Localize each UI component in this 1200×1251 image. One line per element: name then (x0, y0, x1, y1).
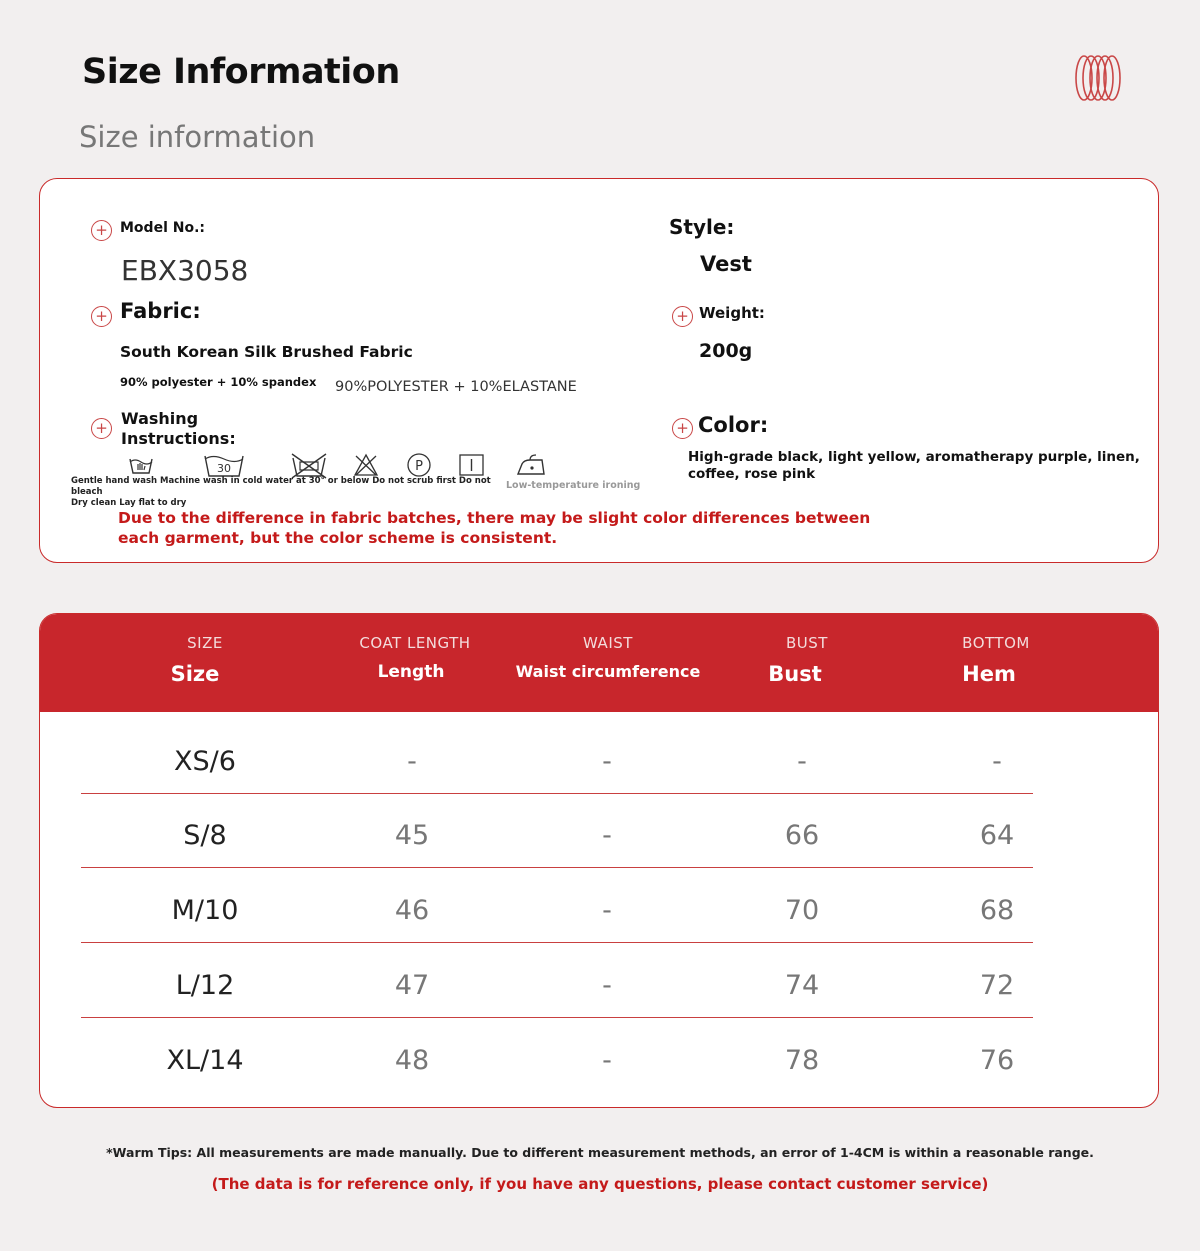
table-row (81, 1023, 1033, 1099)
table-row (81, 798, 1033, 874)
wash-text-line2: Dry clean Lay flat to dry (71, 498, 187, 508)
model-label: Model No.: (120, 220, 205, 236)
row-divider (81, 793, 1033, 794)
measure-cell: 76 (979, 1045, 1015, 1076)
size-cell: XS/6 (174, 746, 236, 777)
fabric-label: Fabric: (120, 299, 201, 323)
measure-cell: - (407, 746, 417, 777)
plus-icon: + (672, 418, 693, 439)
measure-cell: 72 (979, 970, 1015, 1001)
plus-icon: + (91, 306, 112, 327)
iron-text: Low-temperature ironing (506, 480, 641, 491)
composition-text: 90% polyester + 10% spandex (120, 375, 317, 389)
size-cell: S/8 (183, 820, 227, 851)
header-hem: Hem (962, 662, 1016, 686)
weight-label: Weight: (699, 304, 765, 322)
measure-cell: 74 (784, 970, 820, 1001)
machine-wash-30-icon (203, 452, 245, 478)
measure-cell: 66 (784, 820, 820, 851)
style-value: Vest (700, 252, 752, 276)
plus-icon: + (91, 418, 112, 439)
measure-cell: - (602, 970, 612, 1001)
measure-cell: 78 (784, 1045, 820, 1076)
table-row (81, 873, 1033, 949)
measure-cell: - (797, 746, 807, 777)
measure-cell: - (602, 895, 612, 926)
row-divider (81, 1017, 1033, 1018)
header-waist-en: WAIST (583, 634, 633, 652)
measure-cell: 48 (394, 1045, 430, 1076)
lay-flat-icon (459, 454, 485, 476)
header-size: Size (170, 662, 220, 686)
header-size-en: SIZE (187, 634, 223, 652)
row-divider (81, 867, 1033, 868)
header-waist: Waist circumference (515, 662, 701, 681)
rings-icon (1072, 53, 1124, 103)
plus-icon: + (91, 220, 112, 241)
table-header (40, 614, 1159, 712)
table-row (81, 724, 1033, 800)
composition-en-text: 90%POLYESTER + 10%ELASTANE (335, 379, 577, 395)
header-length-en: COAT LENGTH (359, 634, 471, 652)
washing-label: Washing Instructions: (121, 409, 236, 448)
page-title: Size Information (82, 52, 400, 92)
header-bust-en: BUST (786, 634, 828, 652)
size-cell: M/10 (171, 895, 239, 926)
wash-instructions-text (71, 476, 511, 509)
plus-icon: + (672, 306, 693, 327)
page-subtitle: Size information (79, 120, 316, 154)
header-length: Length (377, 662, 445, 682)
weight-value: 200g (699, 340, 753, 362)
wash-text-line1: Gentle hand wash Machine wash in cold water at 30° or below Do not scrub first Do not bleach (71, 476, 491, 497)
style-label: Style: (669, 215, 735, 239)
header-bust: Bust (768, 662, 822, 686)
warm-tip: *Warm Tips: All measurements are made manually. Due to different measurement methods, an error of 1-4CM is within a reasonable range. (106, 1145, 1094, 1160)
measure-cell: 45 (394, 820, 430, 851)
measure-cell: 64 (979, 820, 1015, 851)
hand-wash-icon (128, 453, 154, 475)
model-value: EBX3058 (121, 254, 249, 287)
measure-cell: 47 (394, 970, 430, 1001)
svg-text:P: P (415, 459, 423, 474)
low-iron-icon (516, 452, 546, 478)
size-cell: XL/14 (166, 1045, 244, 1076)
color-value: High-grade black, light yellow, aromatherapy purple, linen, coffee, rose pink (688, 449, 1140, 482)
fabric-value: South Korean Silk Brushed Fabric (120, 343, 413, 361)
measure-cell: - (602, 820, 612, 851)
wash-temp-text: 30 (217, 462, 231, 475)
dry-clean-p-icon (406, 453, 432, 477)
header-hem-en: BOTTOM (962, 634, 1030, 652)
measure-cell: 68 (979, 895, 1015, 926)
measure-cell: 70 (784, 895, 820, 926)
reference-note: (The data is for reference only, if you have any questions, please contact customer service) (211, 1175, 989, 1193)
size-cell: L/12 (175, 970, 235, 1001)
measure-cell: 46 (394, 895, 430, 926)
do-not-bleach-icon (353, 453, 379, 477)
measure-cell: - (992, 746, 1002, 777)
color-label: Color: (698, 413, 769, 437)
measure-cell: - (602, 746, 612, 777)
measure-cell: - (602, 1045, 612, 1076)
row-divider (81, 942, 1033, 943)
table-row (81, 948, 1033, 1024)
color-difference-notice: Due to the difference in fabric batches, there may be slight color differences between each garment, but the color scheme is consistent. (118, 509, 871, 547)
